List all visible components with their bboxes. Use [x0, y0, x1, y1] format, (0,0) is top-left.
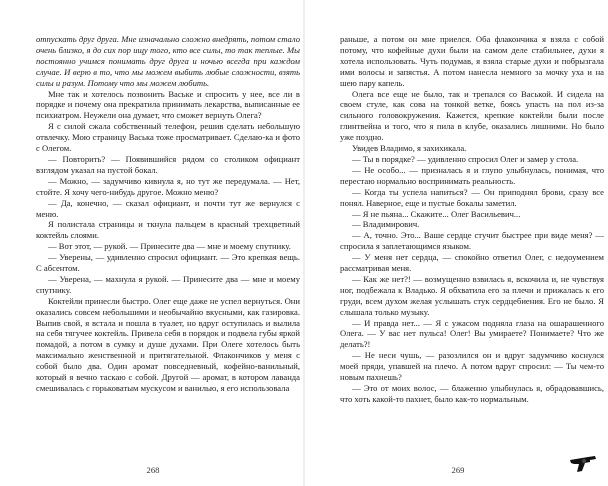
paragraph: — Повторить? — Появившийся рядом со столиком официант взглядом указал на пустой бокал.: [36, 153, 300, 175]
paragraph: — Можно, — задумчиво кивнула я, но тут же передумала. — Нет, стойте. Я хочу чего-нибудь другое. Можно меню?: [36, 175, 300, 197]
paragraph: — Не неси чушь, — разозлился он и вдруг задумчиво коснулся моей пряди, упавшей на плечо. А потом вдруг спросил: — Ты чем-то новым пахнешь?: [340, 350, 604, 383]
page-gutter: [303, 0, 305, 486]
paragraph: — Уверена, — махнула я рукой. — Принесите два — мне и моему спутнику.: [36, 273, 300, 295]
left-page-text: [36, 34, 300, 454]
paragraph: — И правда нет... — Я с ужасом подняла глаза на ошарашенного Олега. — У вас нет пульса! Олег! Вы умираете? Понимаете? Что же делать?!: [340, 317, 604, 350]
paragraph: — Да, конечно, — сказал официант, и почти тут же вернулся с меню.: [36, 197, 300, 219]
paragraph: — Как же нет?! — возмущенно взвилась я, вскочила и, не чувствуя ног, подбежала к Владько. Я обхватила его за плечи и прижалась к его груди, всем духом желая услышать стук сердцебиения. Его не было. Я слышала только музыку.: [340, 273, 604, 317]
paragraph: Увидев Владимо, я захихикала.: [352, 143, 467, 154]
right-page-text: [340, 34, 604, 454]
page-number-right: 269: [451, 465, 465, 475]
paragraph: Я с силой сжала собственный телефон, решив сделать небольшую отвлечку. Мою страницу Васька тоже просматривает. Сделаю-ка и фото с Олегом.: [36, 121, 300, 154]
paragraph: Коктейли принесли быстро. Олег еще даже не успел вернуться. Они оказались совсем небольшими и необычайно вкусными, как газировка. Выпив свой, я встала и пошла в туалет, но вдруг оступилась и вылила на себя тягучее коктейль. Привела себя в порядок и подвела губы яркой помадой, а потом в сумку и душе духами. При Олеге хотелось быть максимально женственной и притягательной. Флакончиков у меня с собой было два. Один аромат повседневный, кофейно-ванильный, который я вечно таскаю с собой. Другой — аромат, в котором лаванда смешивалась с горьковатым мускусом и ванилью, я его использовала: [36, 295, 300, 393]
paragraph: — Ты в порядке? — удивленно спросил Олег и замер у стола.: [352, 153, 579, 164]
revolver-icon: [568, 452, 598, 474]
paragraph: Мне так и хотелось позвонить Ваське и спросить у нее, все ли в порядке и почему она прекратила принимать лекарства, выписанные ее психиатром. Неужели она думает, что сможет вернуть Олега?: [36, 88, 300, 121]
paragraph: Олега все еще не было, так и трепался со Васькой. И сидела на своем стуле, как сова на тонкой ветке, боясь упасть на пол из-за сильного головокружения. Кажется, крепкие коктейли были после глинтвейна и того, что я пила в клубе, оказались лишними. Но было уже поздно.: [340, 88, 604, 143]
paragraph: отпускать друг друга. Мне изначально сложно внедрять, потом стало очень близко, я до сих пор ищу того, кто все силы, то так теплые. Мы постоянно учимся понимать друг друга и ночью всегда при каждом случае. И верю в то, что мы можем выбить любые сложности, взять силы и разум. Потому что мы можем любить.: [36, 34, 300, 88]
paragraph: — У меня нет сердца, — спокойно ответил Олег, с недоумением рассматривая меня.: [340, 252, 604, 274]
paragraph: Я полистала страницы и ткнула пальцем в красный трехцветный коктейль слоями.: [36, 219, 300, 241]
paragraph: — Я не пьяна... Скажите... Олег Васильевич...: [352, 208, 521, 219]
paragraph: — Когда ты успела напиться? — Он приподнял брови, сразу все понял. Наверное, еще и пустые бокалы заметил.: [340, 186, 604, 208]
paragraph: — Владимирович.: [352, 219, 420, 230]
paragraph: — Уверены, — удивленно спросил официант. — Это крепкая вещь. С абсентом.: [36, 252, 300, 274]
paragraph: раньше, а потом он мне приелся. Оба флакончика я взяла с собой потому, что кофейные духи были на самом деле стабильнее, духи я хотела использовать. Чуть подумав, я взяла старые духи и побрызгала ими волосы и запястья. А потом нанесла немного за мочку уха и на шею пару капель.: [340, 34, 604, 88]
paragraph: — Это от моих волос, — блаженно улыбнулась я, обрадовавшись, что хоть какой-то пахнет, было как-то нормальным.: [340, 383, 604, 404]
paragraph: — Вот этот, — рукой. — Принесите два — мне и моему спутнику.: [48, 241, 291, 252]
paragraph: — Не особо... — призналась я и глупо улыбнулась, понимая, что перестаю нормально воспринимать реальность.: [340, 164, 604, 186]
page-number-left: 268: [146, 465, 160, 475]
paragraph: — А, точно. Это... Ваше сердце стучит быстрее при виде меня? — спросила я заплетающимся языком.: [340, 230, 604, 252]
